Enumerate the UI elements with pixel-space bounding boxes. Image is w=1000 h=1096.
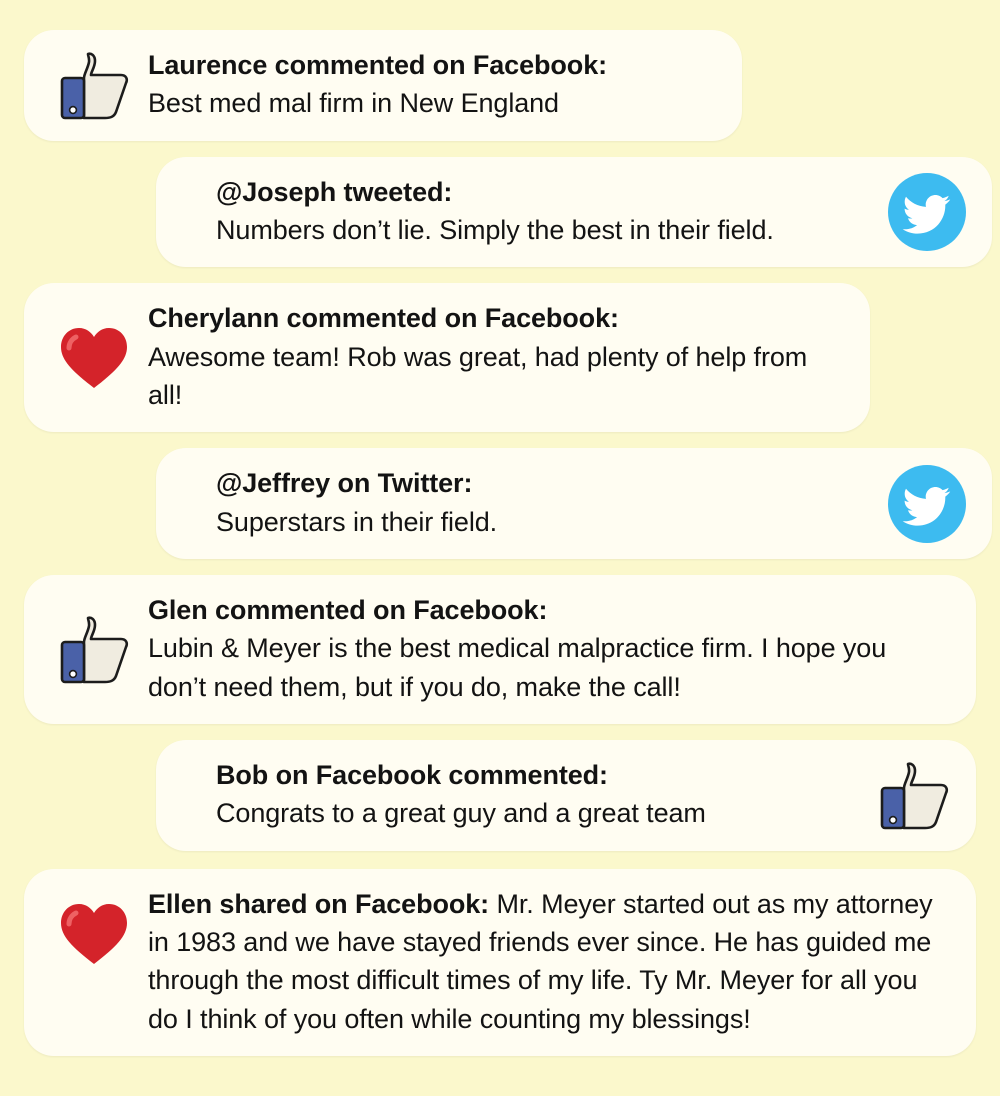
testimonial-text (216, 756, 826, 833)
testimonial-headline: Laurence commented on Facebook: (148, 50, 607, 80)
twitter-bird-icon (888, 465, 966, 543)
testimonial-headline: Cherylann commented on Facebook: (148, 303, 619, 334)
testimonial-card-joseph (156, 157, 992, 268)
facebook-thumbs-up-icon (58, 614, 130, 684)
testimonial-body: Mr. Meyer started out as my attorney in 1983 and we have stayed friends ever since. He has guided me through the most difficult times of my life. Ty Mr. Meyer for all you do I think of you often while counting my blessings! (148, 888, 933, 1034)
testimonial-body: Congrats to a great guy and a great team (216, 798, 706, 829)
testimonial-card-cherylann (24, 283, 870, 432)
testimonial-text (216, 464, 842, 541)
testimonial-headline: @Joseph tweeted: (216, 176, 453, 207)
testimonial-card-glen (24, 575, 976, 724)
facebook-thumbs-up-icon (58, 50, 130, 120)
facebook-thumbs-up-icon (878, 760, 950, 830)
testimonial-text (216, 173, 842, 250)
testimonial-body: Awesome team! Rob was great, had plenty of help from all! (148, 341, 808, 410)
testimonial-body: Lubin & Meyer is the best medical malpractice firm. I hope you don’t need them, but if you do, make the call! (148, 633, 887, 702)
testimonial-card-ellen (24, 869, 976, 1056)
testimonial-card-bob (156, 740, 976, 851)
testimonial-body: Best med mal firm in New England (148, 88, 559, 119)
testimonial-body: Superstars in their field. (216, 506, 498, 537)
testimonial-headline: @Jeffrey on Twitter: (216, 468, 473, 499)
testimonial-body: Numbers don’t lie. Simply the best in their field. (216, 214, 774, 245)
testimonial-headline: Ellen shared on Facebook: (148, 888, 490, 919)
twitter-bird-icon (888, 173, 966, 251)
testimonial-headline: Bob on Facebook commented: (216, 759, 608, 790)
heart-icon (58, 325, 130, 391)
testimonial-text (148, 885, 948, 1038)
testimonial-card-laurence (24, 30, 742, 141)
testimonial-text (148, 591, 948, 706)
testimonial-text (148, 46, 714, 123)
testimonial-card-jeffrey (156, 448, 992, 559)
testimonial-headline: Glen commented on Facebook: (148, 594, 548, 625)
heart-icon (58, 901, 130, 967)
testimonial-text (148, 299, 842, 414)
